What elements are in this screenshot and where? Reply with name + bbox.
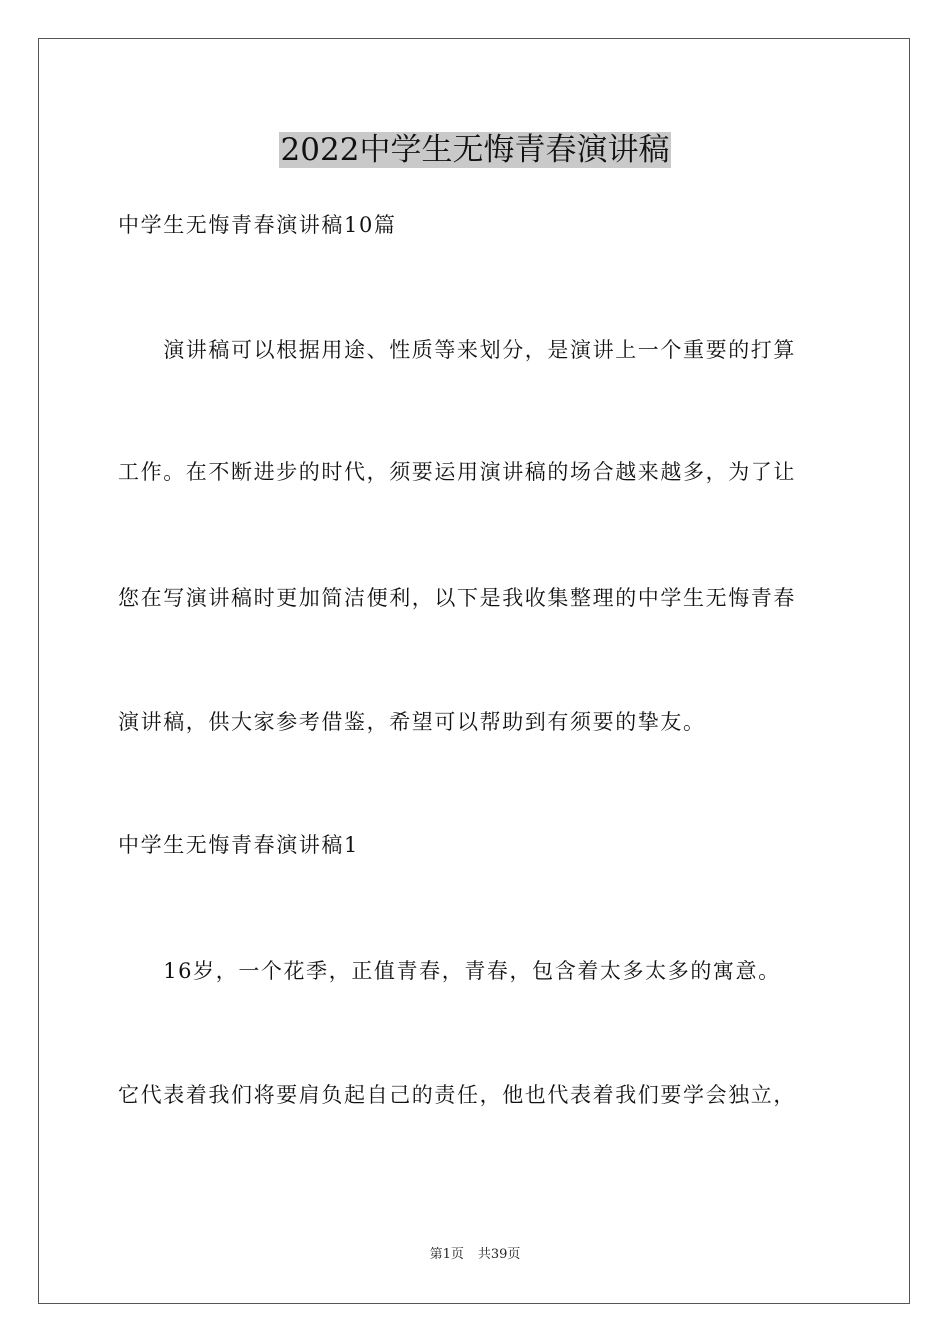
document-title: [0, 128, 950, 172]
title-text: 2022中学生无悔青春演讲稿: [280, 132, 670, 168]
section-heading: 中学生无悔青春演讲稿1: [118, 833, 359, 857]
paragraph-line: 16岁，一个花季，正值青春，青春，包含着太多太多的寓意。: [118, 959, 781, 983]
paragraph-line: 您在写演讲稿时更加简洁便利，以下是我收集整理的中学生无悔青春: [118, 586, 796, 610]
page-number: 第1页: [429, 1247, 464, 1262]
paragraph-line: 演讲稿，供大家参考借鉴，希望可以帮助到有须要的挚友。: [118, 710, 706, 734]
subtitle-line: 中学生无悔青春演讲稿10篇: [118, 213, 397, 237]
page-footer: [0, 1246, 950, 1264]
paragraph-line: 演讲稿可以根据用途、性质等来划分，是演讲上一个重要的打算: [118, 338, 796, 362]
paragraph-line: 工作。在不断进步的时代，须要运用演讲稿的场合越来越多，为了让: [118, 460, 796, 484]
page-total: 共39页: [477, 1247, 521, 1262]
paragraph-line: 它代表着我们将要肩负起自己的责任，他也代表着我们要学会独立，: [118, 1083, 796, 1107]
